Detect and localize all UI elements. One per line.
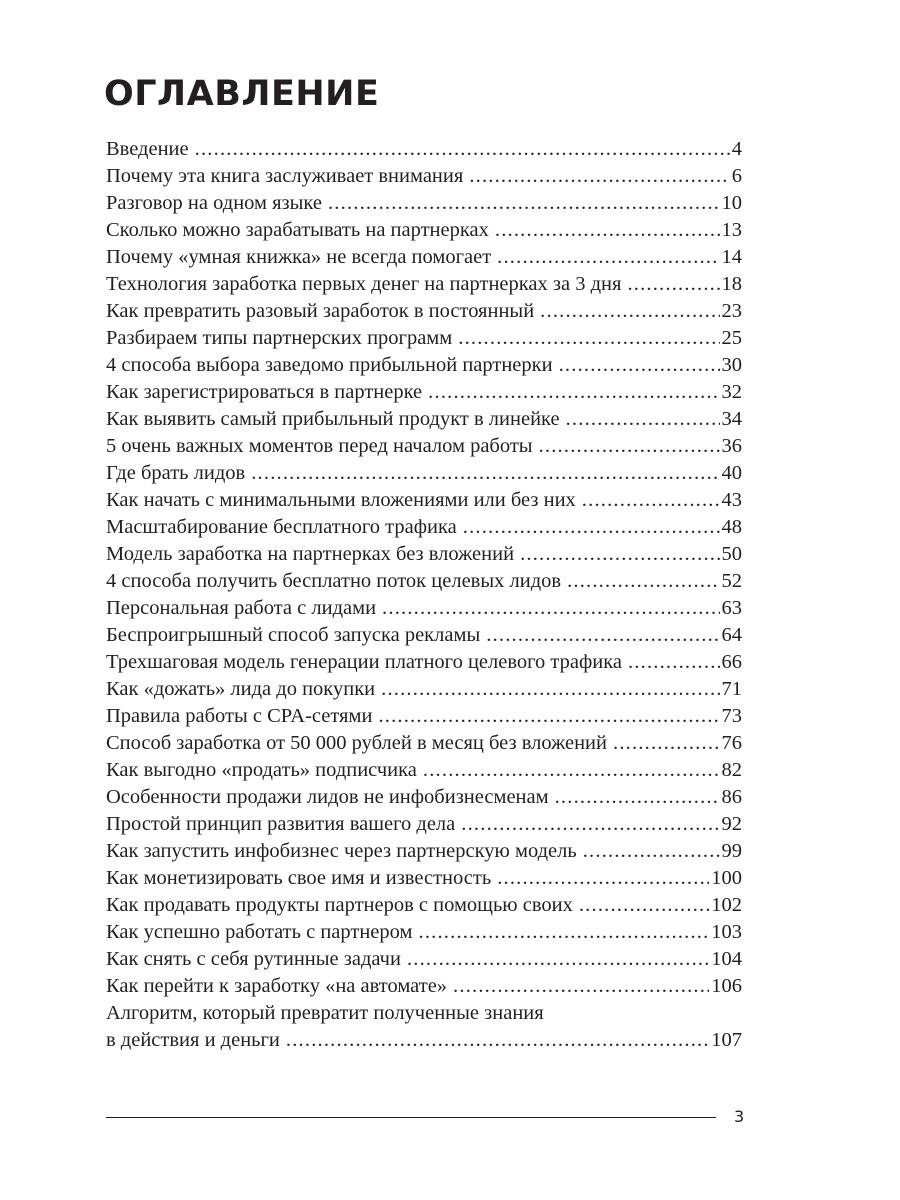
toc-entry-title: Как монетизировать свое имя и известность [106, 867, 492, 889]
toc-entry-page: 4 [731, 138, 742, 160]
toc-entry-page: 43 [721, 489, 742, 511]
toc-entry-title: Почему эта книга заслуживает внимания [106, 165, 464, 187]
toc-entry-title: Простой принцип развития вашего дела [106, 813, 456, 835]
toc-entry-title: Как снять с себя рутинные задачи [106, 948, 401, 970]
toc-entry[interactable] [106, 784, 742, 811]
toc-entry-title: Как «дожать» лида до покупки [106, 678, 376, 700]
toc-entry-page: 76 [721, 732, 742, 754]
page-title: ОГЛАВЛЕНИЕ [104, 74, 380, 114]
toc-entry-line2 [106, 1027, 742, 1054]
dot-leader [555, 784, 720, 811]
toc-entry-page: 71 [721, 678, 742, 700]
toc-entry-title: Технология заработка первых денег на партнерках за 3 дня [106, 273, 622, 295]
toc-entry-page: 48 [721, 516, 742, 538]
toc-entry-page: 104 [711, 948, 742, 970]
toc-entry[interactable] [106, 649, 742, 676]
toc-entry-title: 4 способа получить бесплатно поток целевых лидов [106, 570, 562, 592]
toc-entry-title: Как выгодно «продать» подписчика [106, 759, 417, 781]
dot-leader [583, 838, 720, 865]
toc-entry-title: Трехшаговая модель генерации платного целевого трафика [106, 651, 622, 673]
dot-leader [381, 676, 719, 703]
toc-entry[interactable] [106, 946, 742, 973]
dot-leader [613, 730, 720, 757]
dot-leader [486, 622, 719, 649]
dot-leader [251, 460, 719, 487]
toc-entry-page: 102 [711, 894, 742, 916]
dot-leader [540, 298, 719, 325]
toc-entry-page: 64 [721, 624, 742, 646]
toc-entry-title: Как запустить инфобизнес через партнерскую модель [106, 840, 577, 862]
toc-entry[interactable] [106, 730, 742, 757]
dot-leader [328, 190, 720, 217]
toc-entry-page: 82 [721, 759, 742, 781]
toc-entry[interactable] [106, 676, 742, 703]
toc-entry-title: Беспроигрышный способ запуска рекламы [106, 624, 481, 646]
dot-leader [469, 163, 729, 190]
toc-entry-title-line2: в действия и деньги [106, 1029, 280, 1051]
toc-entry-title: Как превратить разовый заработок в постоянный [106, 300, 535, 322]
toc-entry-title: Как начать с минимальными вложениями или без них [106, 489, 576, 511]
toc-entry[interactable] [106, 217, 742, 244]
toc-entry-page: 107 [711, 1029, 742, 1051]
page-number: 3 [734, 1107, 745, 1126]
footer-rule [106, 1117, 716, 1118]
dot-leader [458, 325, 719, 352]
toc-entry-page: 92 [721, 813, 742, 835]
toc-entry-page: 10 [721, 192, 742, 214]
dot-leader [628, 649, 720, 676]
toc-entry-title: Где брать лидов [106, 462, 246, 484]
toc-entry-title: Способ заработка от 50 000 рублей в месяц без вложений [106, 732, 607, 754]
toc-entry[interactable] [106, 487, 742, 514]
toc-entry[interactable] [106, 433, 742, 460]
dot-leader [428, 379, 719, 406]
dot-leader [378, 703, 719, 730]
dot-leader [539, 433, 720, 460]
toc-entry[interactable] [106, 406, 742, 433]
dot-leader [463, 514, 720, 541]
dot-leader [286, 1027, 709, 1054]
toc-entry[interactable] [106, 595, 742, 622]
dot-leader [495, 217, 720, 244]
toc-entry-title: Масштабирование бесплатного трафика [106, 516, 457, 538]
dot-leader [627, 271, 719, 298]
toc-entry-page: 100 [711, 867, 742, 889]
dot-leader [520, 541, 719, 568]
toc-entry-title: 5 очень важных моментов перед началом работы [106, 435, 533, 457]
toc-entry-page: 106 [711, 975, 742, 997]
toc-entry-page: 63 [721, 597, 742, 619]
toc-entry[interactable] [106, 163, 742, 190]
dot-leader [195, 136, 730, 163]
toc-entry-title: Как выявить самый прибыльный продукт в линейке [106, 408, 560, 430]
toc-entry-title-line1: Алгоритм, который превратит полученные знания [106, 1002, 544, 1024]
table-of-contents [106, 136, 742, 1054]
toc-entry[interactable] [106, 622, 742, 649]
toc-entry-page: 30 [721, 354, 742, 376]
dot-leader [566, 406, 720, 433]
toc-entry-title: Разговор на одном языке [106, 192, 322, 214]
toc-entry-title: Сколько можно зарабатывать на партнерках [106, 219, 489, 241]
toc-entry[interactable] [106, 811, 742, 838]
toc-entry-page: 66 [721, 651, 742, 673]
dot-leader [579, 892, 709, 919]
toc-entry[interactable] [106, 973, 742, 1000]
toc-entry[interactable] [106, 379, 742, 406]
toc-entry[interactable] [106, 244, 742, 271]
dot-leader [497, 244, 719, 271]
toc-entry[interactable] [106, 568, 742, 595]
toc-entry[interactable] [106, 271, 742, 298]
toc-entry-page: 25 [721, 327, 742, 349]
toc-entry-title: Правила работы с CPA-сетями [106, 705, 373, 727]
dot-leader [461, 811, 719, 838]
toc-entry-page: 73 [721, 705, 742, 727]
toc-entry[interactable] [106, 541, 742, 568]
toc-entry-page: 99 [721, 840, 742, 862]
toc-entry-page: 13 [721, 219, 742, 241]
toc-entry-title: Почему «умная книжка» не всегда помогает [106, 246, 492, 268]
toc-entry[interactable] [106, 352, 742, 379]
toc-entry[interactable] [106, 460, 742, 487]
toc-entry-title: Как продавать продукты партнеров с помощью своих [106, 894, 573, 916]
toc-entry-title: Персональная работа с лидами [106, 597, 377, 619]
toc-entry[interactable] [106, 919, 742, 946]
dot-leader [423, 757, 720, 784]
toc-entry-title: Особенности продажи лидов не инфобизнесменам [106, 786, 549, 808]
toc-entry-page: 40 [721, 462, 742, 484]
toc-entry[interactable] [106, 514, 742, 541]
toc-entry-title: Как зарегистрироваться в партнерке [106, 381, 423, 403]
toc-entry-title: Модель заработка на партнерках без вложений [106, 543, 515, 565]
toc-entry-last[interactable] [106, 1000, 742, 1054]
toc-entry-page: 86 [721, 786, 742, 808]
toc-entry-page: 103 [711, 921, 742, 943]
toc-entry-title: 4 способа выбора заведомо прибыльной партнерки [106, 354, 553, 376]
dot-leader [453, 973, 709, 1000]
dot-leader [407, 946, 709, 973]
toc-entry[interactable] [106, 136, 742, 163]
dot-leader [382, 595, 719, 622]
dot-leader [419, 919, 710, 946]
toc-entry-title: Как успешно работать с партнером [106, 921, 413, 943]
toc-entry-page: 18 [721, 273, 742, 295]
toc-entry-page: 23 [721, 300, 742, 322]
toc-entry[interactable] [106, 838, 742, 865]
toc-entry[interactable] [106, 325, 742, 352]
dot-leader [567, 568, 719, 595]
dot-leader [559, 352, 720, 379]
toc-entry-page: 36 [721, 435, 742, 457]
toc-entry-page: 6 [731, 165, 742, 187]
toc-entry[interactable] [106, 757, 742, 784]
toc-entry[interactable] [106, 892, 742, 919]
toc-entry[interactable] [106, 865, 742, 892]
toc-entry-title: Как перейти к заработку «на автомате» [106, 975, 448, 997]
toc-entry[interactable] [106, 190, 742, 217]
toc-entry[interactable] [106, 703, 742, 730]
toc-entry-page: 14 [721, 246, 742, 268]
toc-entry-page: 34 [721, 408, 742, 430]
toc-entry-page: 52 [721, 570, 742, 592]
toc-entry-title: Разбираем типы партнерских программ [106, 327, 453, 349]
toc-entry[interactable] [106, 298, 742, 325]
toc-entry-title: Введение [106, 138, 189, 160]
toc-entry-page: 32 [721, 381, 742, 403]
dot-leader [497, 865, 709, 892]
dot-leader [582, 487, 720, 514]
toc-entry-page: 50 [721, 543, 742, 565]
